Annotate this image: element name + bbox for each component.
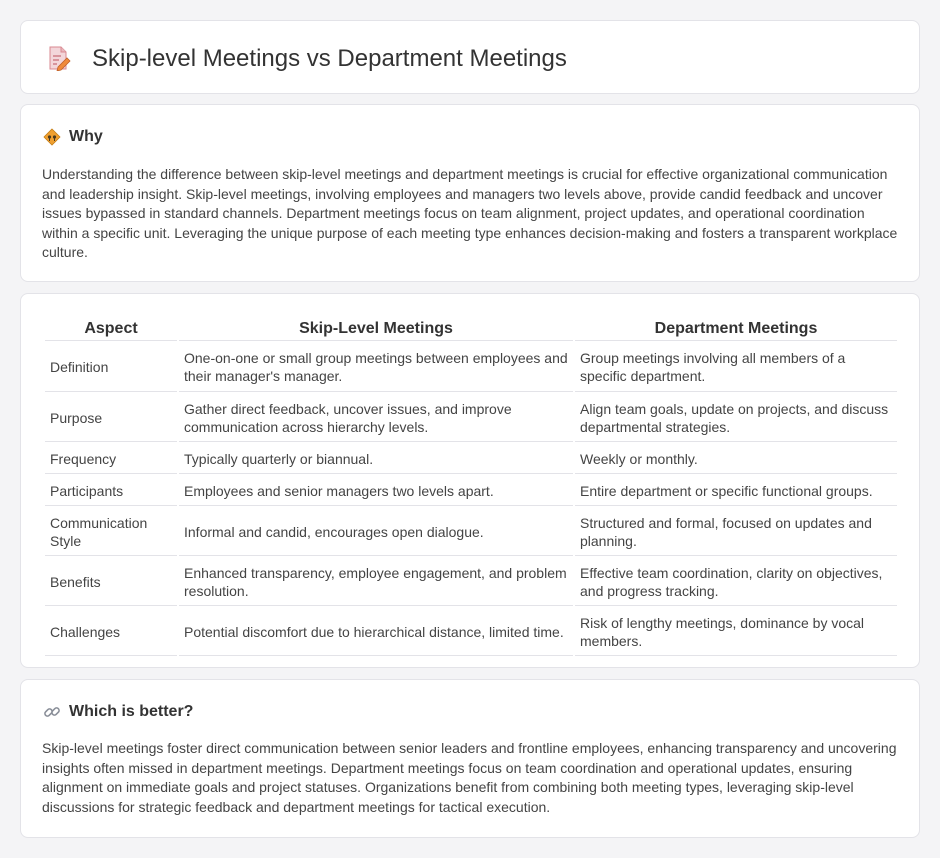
better-heading: [43, 702, 193, 722]
better-title: Which is better?: [69, 703, 194, 720]
why-title: Why: [69, 128, 103, 145]
why-heading: [43, 127, 103, 147]
which-better-section: [20, 679, 920, 838]
document-pencil-icon: [47, 45, 71, 71]
skip-level-cell: Potential discomfort due to hierarchical distance, limited time.: [179, 608, 573, 656]
table-row: [45, 608, 897, 656]
skip-level-cell: One-on-one or small group meetings between employees and their manager's manager.: [179, 343, 573, 392]
aspect-cell: Benefits: [45, 558, 177, 606]
column-header-aspect: Aspect: [45, 316, 177, 341]
table-row: [45, 343, 897, 392]
department-cell: Effective team coordination, clarity on objectives, and progress tracking.: [575, 558, 897, 606]
better-paragraph: Skip-level meetings foster direct communication between senior leaders and frontline employees, enhancing transparency and uncovering insights often missed in department meetings. Department meetings focus on team coordination and operational updates, ensuring alignment on immediate goals and project statuses. Organizations benefit from combining both meeting types, leveraging skip-level discussions for strategic feedback and department meetings for tactical execution.: [42, 740, 897, 815]
aspect-cell: Communication Style: [45, 508, 177, 556]
department-cell: Group meetings involving all members of a specific department.: [575, 343, 897, 392]
header-card: [20, 20, 920, 94]
why-section: [20, 104, 920, 282]
skip-level-cell: Gather direct feedback, uncover issues, and improve communication across hierarchy levels.: [179, 394, 573, 442]
aspect-cell: Participants: [45, 476, 177, 506]
department-cell: Structured and formal, focused on updates and planning.: [575, 508, 897, 556]
aspect-cell: Definition: [45, 343, 177, 392]
table-row: [45, 508, 897, 556]
table-header-row: [45, 316, 897, 341]
table-row: [45, 476, 897, 506]
department-cell: Align team goals, update on projects, and discuss departmental strategies.: [575, 394, 897, 442]
aspect-cell: Challenges: [45, 608, 177, 656]
aspect-cell: Frequency: [45, 444, 177, 474]
department-cell: Entire department or specific functional groups.: [575, 476, 897, 506]
skip-level-cell: Employees and senior managers two levels apart.: [179, 476, 573, 506]
column-header-skip-level: Skip-Level Meetings: [179, 316, 573, 341]
comparison-section: [20, 293, 920, 668]
comparison-table: [43, 314, 899, 658]
skip-level-cell: Typically quarterly or biannual.: [179, 444, 573, 474]
page-title: Skip-level Meetings vs Department Meetings: [92, 45, 567, 72]
link-icon: [43, 703, 61, 721]
skip-level-cell: Informal and candid, encourages open dialogue.: [179, 508, 573, 556]
department-cell: Risk of lengthy meetings, dominance by vocal members.: [575, 608, 897, 656]
skip-level-cell: Enhanced transparency, employee engagement, and problem resolution.: [179, 558, 573, 606]
aspect-cell: Purpose: [45, 394, 177, 442]
department-cell: Weekly or monthly.: [575, 444, 897, 474]
column-header-department: Department Meetings: [575, 316, 897, 341]
warning-sign-icon: [43, 128, 61, 146]
table-row: [45, 444, 897, 474]
table-row: [45, 394, 897, 442]
table-row: [45, 558, 897, 606]
why-paragraph: Understanding the difference between skip-level meetings and department meetings is crucial for effective organizational communication and leadership insight. Skip-level meetings, involving employees and managers two levels above, provide candid feedback and uncover issues bypassed in standard channels. Department meetings focus on team alignment, project updates, and operational coordination within a specific unit. Leveraging the unique purpose of each meeting type enhances decision-making and fosters a transparent workplace culture.: [42, 166, 898, 261]
